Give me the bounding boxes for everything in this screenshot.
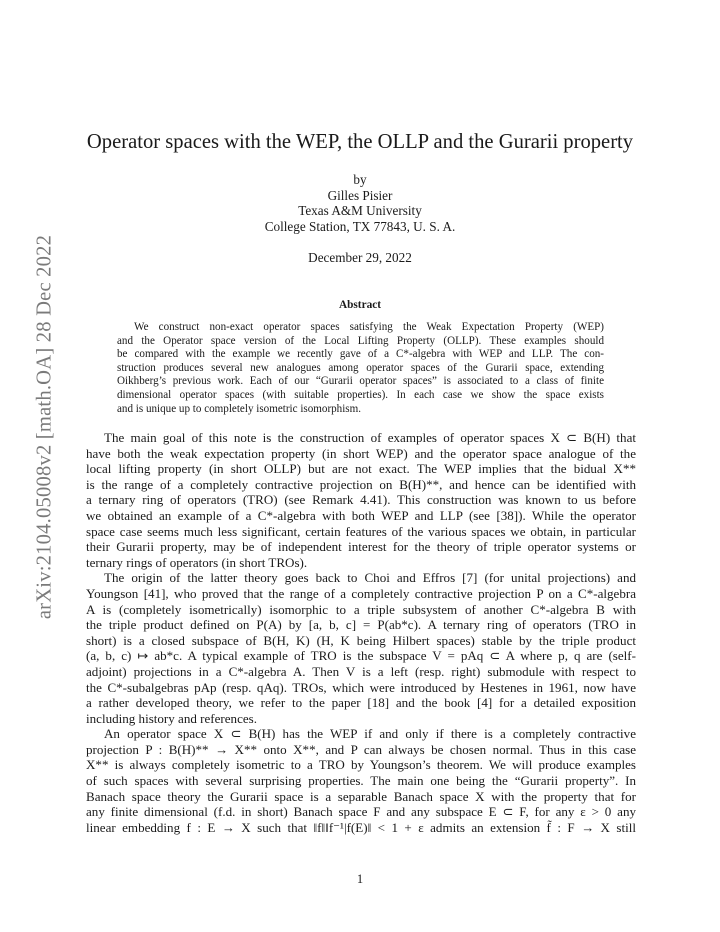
body-line: Banach space theory the Gurarii space is a separable Banach space X with the property that for	[86, 788, 636, 804]
paper-date: December 29, 2022	[308, 250, 412, 265]
body-line: the C*-subalgebras pAp (resp. qAq). TROs, which were introduced by Hestenes in 1961, now have	[86, 679, 636, 695]
body-line: X** is always completely isometric to a TRO by Youngson’s theorem. We will produce examples	[86, 757, 636, 773]
body-line: A is (completely isometrically) isomorphic to a triple subsystem of another C*-algebra B with	[86, 601, 636, 617]
abstract-line: and the Operator space version of the Local Lifting Property (OLLP). These examples should	[117, 334, 604, 347]
body-line: their Gurarii property, may be of independent interest for the theory of triple operator systems or	[86, 539, 636, 555]
body-line: space case seems much less significant, certain features of the various spaces we obtain, in particular	[86, 523, 636, 539]
page-number: 1	[356, 872, 364, 886]
author-address: College Station, TX 77843, U. S. A.	[264, 218, 456, 234]
body-line: The main goal of this note is the construction of examples of operator spaces X ⊂ B(H) that	[104, 430, 636, 445]
body-line: any finite dimensional (f.d. in short) Banach space F and any subspace E ⊂ F, for any ε > 0 any	[86, 804, 636, 820]
abstract-line: We construct non-exact operator spaces satisfying the Weak Expectation Property (WEP)	[134, 321, 604, 333]
abstract-line: dimensional operator spaces (with suitable properties). In each case we show the space exists	[117, 388, 604, 401]
abstract-heading: Abstract	[338, 299, 382, 311]
body-line: ternary rings of operators (in short TROs).	[86, 554, 308, 570]
arxiv-identifier-stamp: arXiv:2104.05008v2 [math.OA] 28 Dec 2022	[33, 234, 56, 620]
body-line: adjoint) projections in a C*-algebra A. Then V is a left (resp. right) submodule with respect to	[86, 663, 636, 679]
body-line: have both the weak expectation property (in short WEP) and the operator space analogue of the	[86, 445, 636, 461]
abstract-line: and is unique up to completely isometric isomorphism.	[117, 402, 362, 415]
body-line: An operator space X ⊂ B(H) has the WEP if and only if there is a completely contractive	[104, 726, 636, 742]
abstract-line: struction produces several new analogues among operator spaces of the Gurarii space, extending	[117, 361, 604, 374]
body-line: linear embedding f : E → X such that ‖f‖‖f⁻¹|f(E)‖ < 1 + ε admits an extension f̃ : F → X still	[86, 819, 636, 835]
body-line: we obtained an example of a C*-algebra with both WEP and LLP (see [38]). While the operator	[86, 507, 636, 523]
body-line: a ternary ring of operators (TRO) (see Remark 4.41). This construction was known to us before	[86, 492, 636, 508]
body-line: short) is a closed subspace of B(H, K) (H, K being Hilbert spaces) stable by the triple product	[86, 632, 636, 648]
body-line: The origin of the latter theory goes back to Choi and Effros [7] (for unital projections) and	[104, 570, 636, 586]
paper-title: Operator spaces with the WEP, the OLLP and the Gurarii property	[86, 131, 634, 153]
body-line: local lifting property (in short OLLP) but are not exact. The WEP implies that the bidual X**	[86, 461, 636, 477]
body-text	[86, 430, 636, 835]
body-line: is the range of a completely contractive projection on B(H)**, and hence can be identified with	[86, 476, 636, 492]
abstract-text	[117, 321, 604, 416]
body-line: a rather developed theory, we refer to the paper [18] and the book [4] for a detailed exposition	[86, 695, 636, 711]
body-line: projection P : B(H)** → X** onto X**, and P can always be chosen normal. Thus in this case	[86, 741, 636, 757]
abstract-line: be compared with the example we recently gave of a C*-algebra with WEP and LLP. The con-	[117, 348, 604, 361]
body-line: Youngson [41], who proved that the range of a completely contractive projection P on a C*-algebra	[86, 585, 636, 601]
author-name: Gilles Pisier	[327, 187, 393, 203]
by-label: by	[353, 172, 367, 187]
body-line: of such spaces with several surprising properties. The main one being the “Gurarii property”. In	[86, 773, 636, 789]
author-affiliation: Texas A&M University	[298, 203, 422, 219]
body-line: (a, b, c) ↦ ab*c. A typical example of TRO is the subspace V = pAq ⊂ A where p, q are (self-	[86, 648, 636, 664]
body-line: the triple product defined on P(A) by [a, b, c] = P(ab*c). A ternary ring of operators (TRO in	[86, 617, 636, 633]
author-block	[0, 172, 720, 234]
body-line: including history and references.	[86, 710, 257, 726]
abstract-line: Oikhberg’s previous work. Each of our “Gurarii operator spaces” is associated to a class of finite	[117, 375, 604, 388]
